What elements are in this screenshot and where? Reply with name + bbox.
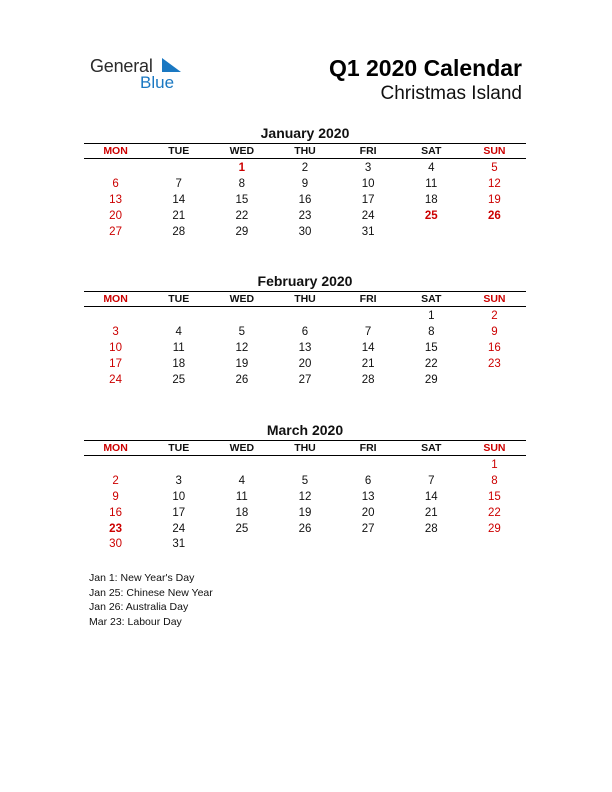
- generalblue-logo: [90, 56, 190, 96]
- weekday-header-thu: THU: [294, 293, 316, 305]
- day-cell: 1: [428, 310, 435, 322]
- day-cell: 16: [488, 341, 501, 354]
- weekday-header-tue: TUE: [168, 442, 190, 454]
- day-cell: 17: [109, 357, 122, 370]
- day-cell: 25: [235, 522, 249, 535]
- weekday-header-sat: SAT: [421, 293, 442, 305]
- day-cell: 3: [112, 325, 119, 338]
- week-row: [84, 522, 526, 538]
- week-row: [84, 373, 526, 389]
- day-cell: 9: [112, 490, 119, 503]
- day-cell: 8: [428, 325, 435, 338]
- day-cell: 22: [424, 357, 438, 370]
- day-cell: [337, 537, 400, 553]
- week-row: [84, 177, 526, 193]
- day-cell: [463, 225, 526, 241]
- day-cell: 20: [298, 357, 312, 370]
- weekday-header-fri: FRI: [359, 293, 377, 305]
- day-cell: 2: [112, 474, 119, 487]
- day-cell: 9: [301, 177, 309, 190]
- day-cell: 2: [491, 310, 498, 322]
- day-cell: 10: [109, 341, 122, 354]
- day-cell: [273, 458, 336, 474]
- day-cell: [273, 309, 336, 325]
- day-cell: 27: [361, 522, 375, 535]
- day-cell: 13: [298, 341, 312, 354]
- day-cell: 18: [424, 193, 438, 206]
- weekday-header-mon: MON: [103, 145, 128, 157]
- day-cell: [400, 225, 463, 241]
- weekday-header-sat: SAT: [421, 442, 442, 454]
- weekday-header-row: [84, 143, 526, 159]
- page-subtitle: Christmas Island: [380, 83, 522, 104]
- day-cell: 20: [361, 506, 375, 519]
- day-cell: 2: [301, 162, 309, 174]
- weekday-header-thu: THU: [294, 442, 316, 454]
- weekday-header-row: [84, 440, 526, 456]
- day-cell: 13: [361, 490, 375, 503]
- day-cell: 7: [175, 177, 182, 190]
- week-row: [84, 325, 526, 341]
- day-cell: 14: [361, 341, 375, 354]
- weekday-header-wed: WED: [229, 442, 255, 454]
- holiday-day-cell: 1: [238, 162, 246, 174]
- day-cell: 10: [361, 177, 375, 190]
- week-row: [84, 225, 526, 241]
- day-cell: 22: [488, 506, 501, 519]
- day-cell: 28: [361, 373, 375, 386]
- day-cell: 24: [109, 373, 122, 386]
- week-rows: [84, 458, 526, 553]
- weekday-header-tue: TUE: [168, 145, 190, 157]
- day-cell: 17: [361, 193, 375, 206]
- day-cell: [147, 309, 210, 325]
- day-cell: 18: [235, 506, 249, 519]
- day-cell: 19: [298, 506, 312, 519]
- week-row: [84, 506, 526, 522]
- day-cell: 6: [364, 474, 372, 487]
- day-cell: 12: [235, 341, 249, 354]
- month-march: [84, 421, 526, 553]
- day-cell: 24: [361, 209, 375, 222]
- day-cell: 9: [491, 325, 498, 338]
- day-cell: 1: [491, 459, 498, 471]
- day-cell: 29: [235, 225, 249, 238]
- day-cell: 5: [238, 325, 246, 338]
- day-cell: [463, 373, 526, 389]
- week-row: [84, 537, 526, 553]
- day-cell: [463, 537, 526, 553]
- day-cell: 31: [172, 538, 186, 551]
- day-cell: 20: [109, 209, 122, 222]
- logo-flag-icon: [160, 57, 182, 73]
- month-title: March 2020: [266, 422, 344, 438]
- day-cell: 27: [298, 373, 312, 386]
- holiday-day-cell: 25: [424, 209, 438, 222]
- weekday-header-fri: FRI: [359, 145, 377, 157]
- weekday-header-thu: THU: [294, 145, 316, 157]
- weekday-header-tue: TUE: [168, 293, 190, 305]
- weekday-header-sat: SAT: [421, 145, 442, 157]
- week-row: [84, 490, 526, 506]
- day-cell: [84, 161, 147, 177]
- month-title: January 2020: [260, 125, 350, 141]
- day-cell: 26: [235, 373, 249, 386]
- day-cell: 6: [112, 177, 119, 190]
- weekday-header-wed: WED: [229, 145, 255, 157]
- day-cell: [147, 458, 210, 474]
- day-cell: 11: [425, 177, 438, 190]
- day-cell: 15: [235, 193, 249, 206]
- day-cell: 30: [298, 225, 312, 238]
- day-cell: 23: [298, 209, 312, 222]
- day-cell: [84, 458, 147, 474]
- day-cell: 21: [361, 357, 375, 370]
- day-cell: 16: [109, 506, 122, 519]
- week-row: [84, 357, 526, 373]
- weekday-header-mon: MON: [103, 442, 128, 454]
- day-cell: [400, 537, 463, 553]
- day-cell: 16: [298, 193, 312, 206]
- day-cell: 11: [235, 490, 248, 503]
- page-title: Q1 2020 Calendar: [328, 55, 522, 81]
- day-cell: 15: [488, 490, 501, 503]
- day-cell: 23: [488, 357, 501, 370]
- day-cell: 6: [301, 325, 309, 338]
- holiday-item: Jan 26: Australia Day: [89, 601, 189, 613]
- day-cell: 25: [172, 373, 186, 386]
- day-cell: 18: [172, 357, 186, 370]
- logo-text-blue: Blue: [140, 73, 175, 92]
- day-cell: 8: [491, 474, 498, 487]
- weekday-header-row: [84, 291, 526, 307]
- week-row: [84, 458, 526, 474]
- day-cell: [400, 458, 463, 474]
- holiday-item: Jan 25: Chinese New Year: [89, 586, 213, 599]
- day-cell: 21: [424, 506, 438, 519]
- day-cell: 27: [109, 225, 122, 238]
- holiday-item: Mar 23: Labour Day: [89, 615, 182, 628]
- week-row: [84, 209, 526, 225]
- day-cell: 17: [172, 506, 186, 519]
- day-cell: [337, 458, 400, 474]
- day-cell: [84, 309, 147, 325]
- day-cell: 7: [428, 474, 435, 487]
- weekday-header-sun: SUN: [483, 293, 506, 305]
- holiday-item: Jan 1: New Year's Day: [89, 572, 195, 584]
- day-cell: 12: [488, 177, 501, 190]
- day-cell: 22: [235, 209, 249, 222]
- day-cell: 10: [172, 490, 186, 503]
- day-cell: 12: [298, 490, 312, 503]
- month-february: [84, 272, 526, 388]
- day-cell: 4: [428, 162, 435, 174]
- day-cell: 14: [172, 193, 186, 206]
- week-rows: [84, 161, 526, 240]
- weekday-header-fri: FRI: [359, 442, 377, 454]
- day-cell: [337, 309, 400, 325]
- day-cell: 28: [172, 225, 186, 238]
- day-cell: 31: [361, 225, 375, 238]
- day-cell: 24: [172, 522, 186, 535]
- day-cell: 5: [491, 162, 498, 174]
- day-cell: 11: [172, 341, 185, 354]
- weekday-header-wed: WED: [229, 293, 255, 305]
- holiday-day-cell: 23: [109, 522, 122, 535]
- day-cell: 14: [424, 490, 438, 503]
- day-cell: 13: [109, 193, 122, 206]
- day-cell: 3: [364, 162, 372, 174]
- day-cell: 4: [238, 474, 246, 487]
- day-cell: [273, 537, 336, 553]
- week-row: [84, 474, 526, 490]
- day-cell: [210, 309, 273, 325]
- weekday-header-sun: SUN: [483, 145, 506, 157]
- day-cell: 7: [364, 325, 372, 338]
- logo-text-general: General: [90, 56, 153, 76]
- day-cell: 8: [238, 177, 246, 190]
- day-cell: 19: [235, 357, 249, 370]
- holiday-day-cell: 26: [488, 209, 501, 222]
- day-cell: 30: [109, 538, 122, 551]
- day-cell: [210, 537, 273, 553]
- day-cell: [210, 458, 273, 474]
- day-cell: 3: [175, 474, 182, 487]
- day-cell: 29: [488, 522, 501, 535]
- day-cell: 21: [172, 209, 186, 222]
- day-cell: 28: [424, 522, 438, 535]
- day-cell: [147, 161, 210, 177]
- day-cell: 15: [424, 341, 438, 354]
- day-cell: 5: [301, 474, 309, 487]
- week-row: [84, 309, 526, 325]
- day-cell: 26: [298, 522, 312, 535]
- week-rows: [84, 309, 526, 388]
- month-title: February 2020: [257, 273, 353, 289]
- day-cell: 19: [488, 193, 501, 206]
- weekday-header-sun: SUN: [483, 442, 506, 454]
- month-january: [84, 124, 526, 240]
- week-row: [84, 161, 526, 177]
- day-cell: 29: [424, 373, 438, 386]
- weekday-header-mon: MON: [103, 293, 128, 305]
- week-row: [84, 341, 526, 357]
- holiday-list: [89, 571, 213, 629]
- day-cell: 4: [175, 325, 182, 338]
- week-row: [84, 193, 526, 209]
